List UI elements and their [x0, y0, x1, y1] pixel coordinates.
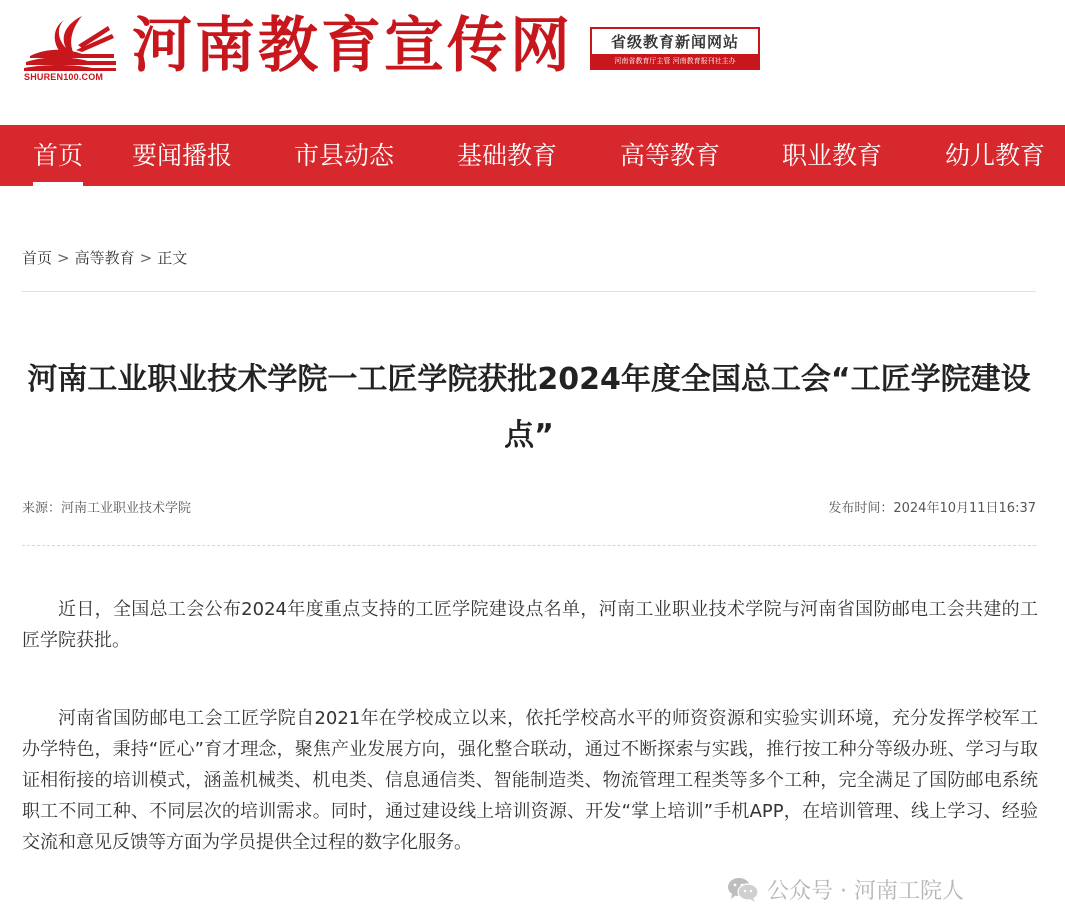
breadcrumb-current: 正文 — [157, 249, 188, 267]
breadcrumb-section-link[interactable]: 高等教育 — [74, 249, 135, 267]
nav-item-preschool[interactable]: 幼儿教育 — [945, 141, 1046, 170]
article-title: 河南工业职业技术学院一工匠学院获批2024年度全国总工会“工匠学院建设点” — [27, 362, 1031, 453]
logo-emblem-icon[interactable] — [22, 14, 118, 74]
watermark-text: 公众号 · 河南工院人 — [767, 878, 964, 904]
article-paragraph: 近日，全国总工会公布2024年度重点支持的工匠学院建设点名单，河南工业职业技术学院与河南省国防邮电工会共建的工匠学院获批。 — [22, 599, 1038, 651]
nav-item-home[interactable]: 首页 — [33, 125, 83, 186]
tagline-main: 省级教育新闻网站 — [610, 33, 739, 51]
tagline-sub: 河南省教育厅主管 河南教育报刊社主办 — [592, 54, 758, 68]
breadcrumb — [22, 247, 187, 268]
breadcrumb-separator: > — [139, 249, 153, 267]
main-nav — [0, 125, 1065, 186]
nav-item-vocational[interactable]: 职业教育 — [782, 141, 883, 170]
divider — [22, 291, 1036, 292]
wechat-watermark — [727, 874, 964, 904]
site-header — [0, 0, 1065, 125]
article-paragraph: 河南省国防邮电工会工匠学院自2021年在学校成立以来，依托学校高水平的师资资源和实验实训环境，充分发挥学校军工办学特色，秉持“匠心”育才理念，聚焦产业发展方向，强化整合联动，通过不断探索与实践，推行按工种分等级办班、学习与取证相衔接的培训模式，涵盖机械类、机电类、信息通信类、智能制造类、物流管理工程类等多个工种，完全满足了国防邮电系统职工不同工种、不同层次的培训需求。同时，通过建设线上培训资源、开发“掌上培训”手机APP，在培训管理、线上学习、经验交流和意见反馈等方面为学员提供全过程的数字化服务。 — [22, 708, 1038, 853]
breadcrumb-home-link[interactable]: 首页 — [22, 249, 53, 267]
tagline-badge — [590, 27, 760, 70]
nav-item-higher[interactable]: 高等教育 — [620, 141, 721, 170]
nav-item-basic[interactable]: 基础教育 — [457, 141, 558, 170]
breadcrumb-separator: > — [57, 249, 70, 267]
article-source: 来源：河南工业职业技术学院 — [22, 501, 192, 516]
wechat-icon — [727, 876, 759, 902]
site-name[interactable]: 河南教育宣传网 — [132, 11, 573, 81]
nav-item-news[interactable]: 要闻播报 — [132, 141, 233, 170]
logo-domain-text: SHUREN100.COM — [24, 72, 104, 82]
article-publish-time: 发布时间：2024年10月11日16:37 — [828, 501, 1036, 516]
nav-item-city[interactable]: 市县动态 — [294, 141, 395, 170]
divider-dashed — [22, 545, 1036, 546]
